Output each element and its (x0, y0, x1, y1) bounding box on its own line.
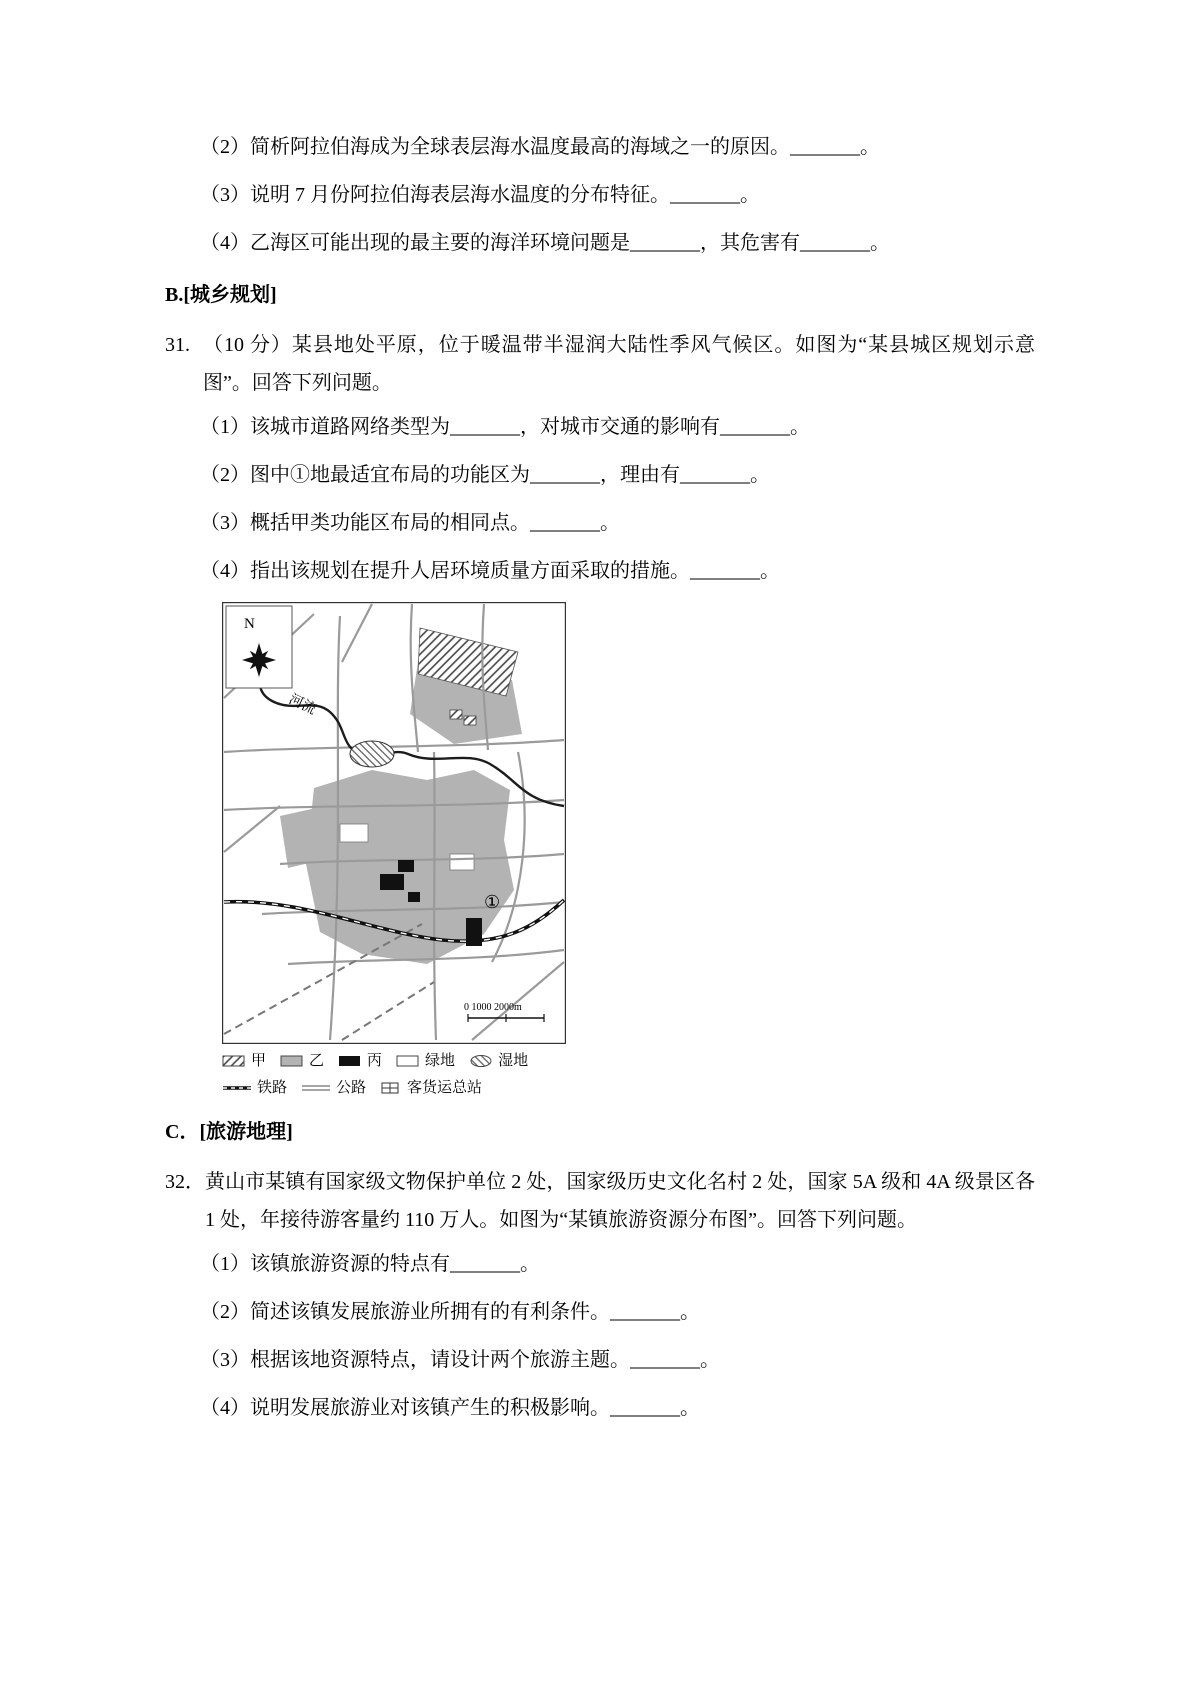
legend-label: 乙 (309, 1053, 325, 1069)
question-32-part-1: （1）该镇旅游资源的特点有_______。 (200, 1253, 540, 1275)
question-32-number: 32． (165, 1171, 205, 1193)
railway-line-icon (222, 1081, 252, 1095)
yi-swatch-icon (280, 1054, 304, 1068)
legend-label: 铁路 (257, 1079, 288, 1096)
section-b-heading: B.[城乡规划] (165, 284, 277, 306)
scale-text: 0 1000 2000m (464, 1002, 522, 1013)
question-31-part-4: （4）指出该规划在提升人居环境质量方面采取的措施。_______。 (200, 560, 780, 582)
legend-item-wetland (469, 1050, 528, 1073)
legend-label: 绿地 (425, 1053, 456, 1069)
legend-item-highway (301, 1077, 366, 1100)
map-legend-row-2 (222, 1077, 566, 1100)
question-31-number: 31. (165, 334, 190, 356)
question-31-part-1: （1）该城市道路网络类型为_______，对城市交通的影响有_______。 (200, 416, 810, 438)
legend-item-green-space (396, 1050, 455, 1073)
legend-label: 客货运总站 (407, 1079, 483, 1096)
compass-n-label: N (244, 616, 255, 632)
question-31 (165, 326, 1035, 402)
map-legend-row-1 (222, 1050, 566, 1073)
city-plan-map-figure (222, 602, 566, 1099)
question-32-part-4: （4）说明发展旅游业对该镇产生的积极影响。_______。 (200, 1397, 700, 1419)
legend-item-bing (338, 1050, 382, 1073)
section-c-heading: C．[旅游地理] (165, 1121, 293, 1143)
location-marker-1: ① (484, 892, 501, 912)
jia-swatch-icon (222, 1054, 246, 1068)
legend-label: 丙 (367, 1053, 383, 1069)
river-label: 河流 (286, 692, 318, 718)
map-legend (222, 1050, 566, 1099)
legend-item-yi (280, 1050, 324, 1073)
bing-swatch-icon (338, 1054, 362, 1068)
question-31-stem: （10 分）某县地处平原，位于暖温带半湿润大陆性季风气候区。如图为“某县城区规划示意图”。回答下列问题。 (203, 334, 1035, 394)
question-32-part-3: （3）根据该地资源特点，请设计两个旅游主题。_______。 (200, 1349, 720, 1371)
legend-label: 湿地 (498, 1053, 529, 1069)
intro-question-2: （2）简析阿拉伯海成为全球表层海水温度最高的海域之一的原因。_______。 (200, 136, 880, 158)
legend-item-station (380, 1077, 482, 1100)
city-plan-map (222, 602, 566, 1044)
legend-label: 甲 (251, 1053, 267, 1069)
legend-item-jia (222, 1050, 266, 1073)
compass-rose (226, 606, 292, 688)
wetland-swatch-icon (469, 1054, 493, 1068)
intro-question-4: （4）乙海区可能出现的最主要的海洋环境问题是_______，其危害有_______。 (200, 232, 890, 254)
green-space-swatch-icon (396, 1054, 420, 1068)
legend-label: 公路 (336, 1079, 367, 1096)
map-wetland (350, 741, 394, 767)
station-icon (380, 1081, 402, 1095)
intro-question-3: （3）说明 7 月份阿拉伯海表层海水温度的分布特征。_______。 (200, 184, 760, 206)
highway-line-icon (301, 1081, 331, 1095)
question-32-part-2: （2）简述该镇发展旅游业所拥有的有利条件。_______。 (200, 1301, 700, 1323)
question-31-part-3: （3）概括甲类功能区布局的相同点。_______。 (200, 512, 620, 534)
legend-item-railway (222, 1077, 287, 1100)
question-32 (165, 1163, 1035, 1239)
question-32-stem: 黄山市某镇有国家级文物保护单位 2 处，国家级历史文化名村 2 处，国家 5A 级和 4A 级景区各 1 处，年接待游客量约 110 万人。如图为“某镇旅游资源分布图”。回答下列问题。 (205, 1171, 1035, 1231)
question-31-part-2: （2）图中①地最适宜布局的功能区为_______，理由有_______。 (200, 464, 770, 486)
